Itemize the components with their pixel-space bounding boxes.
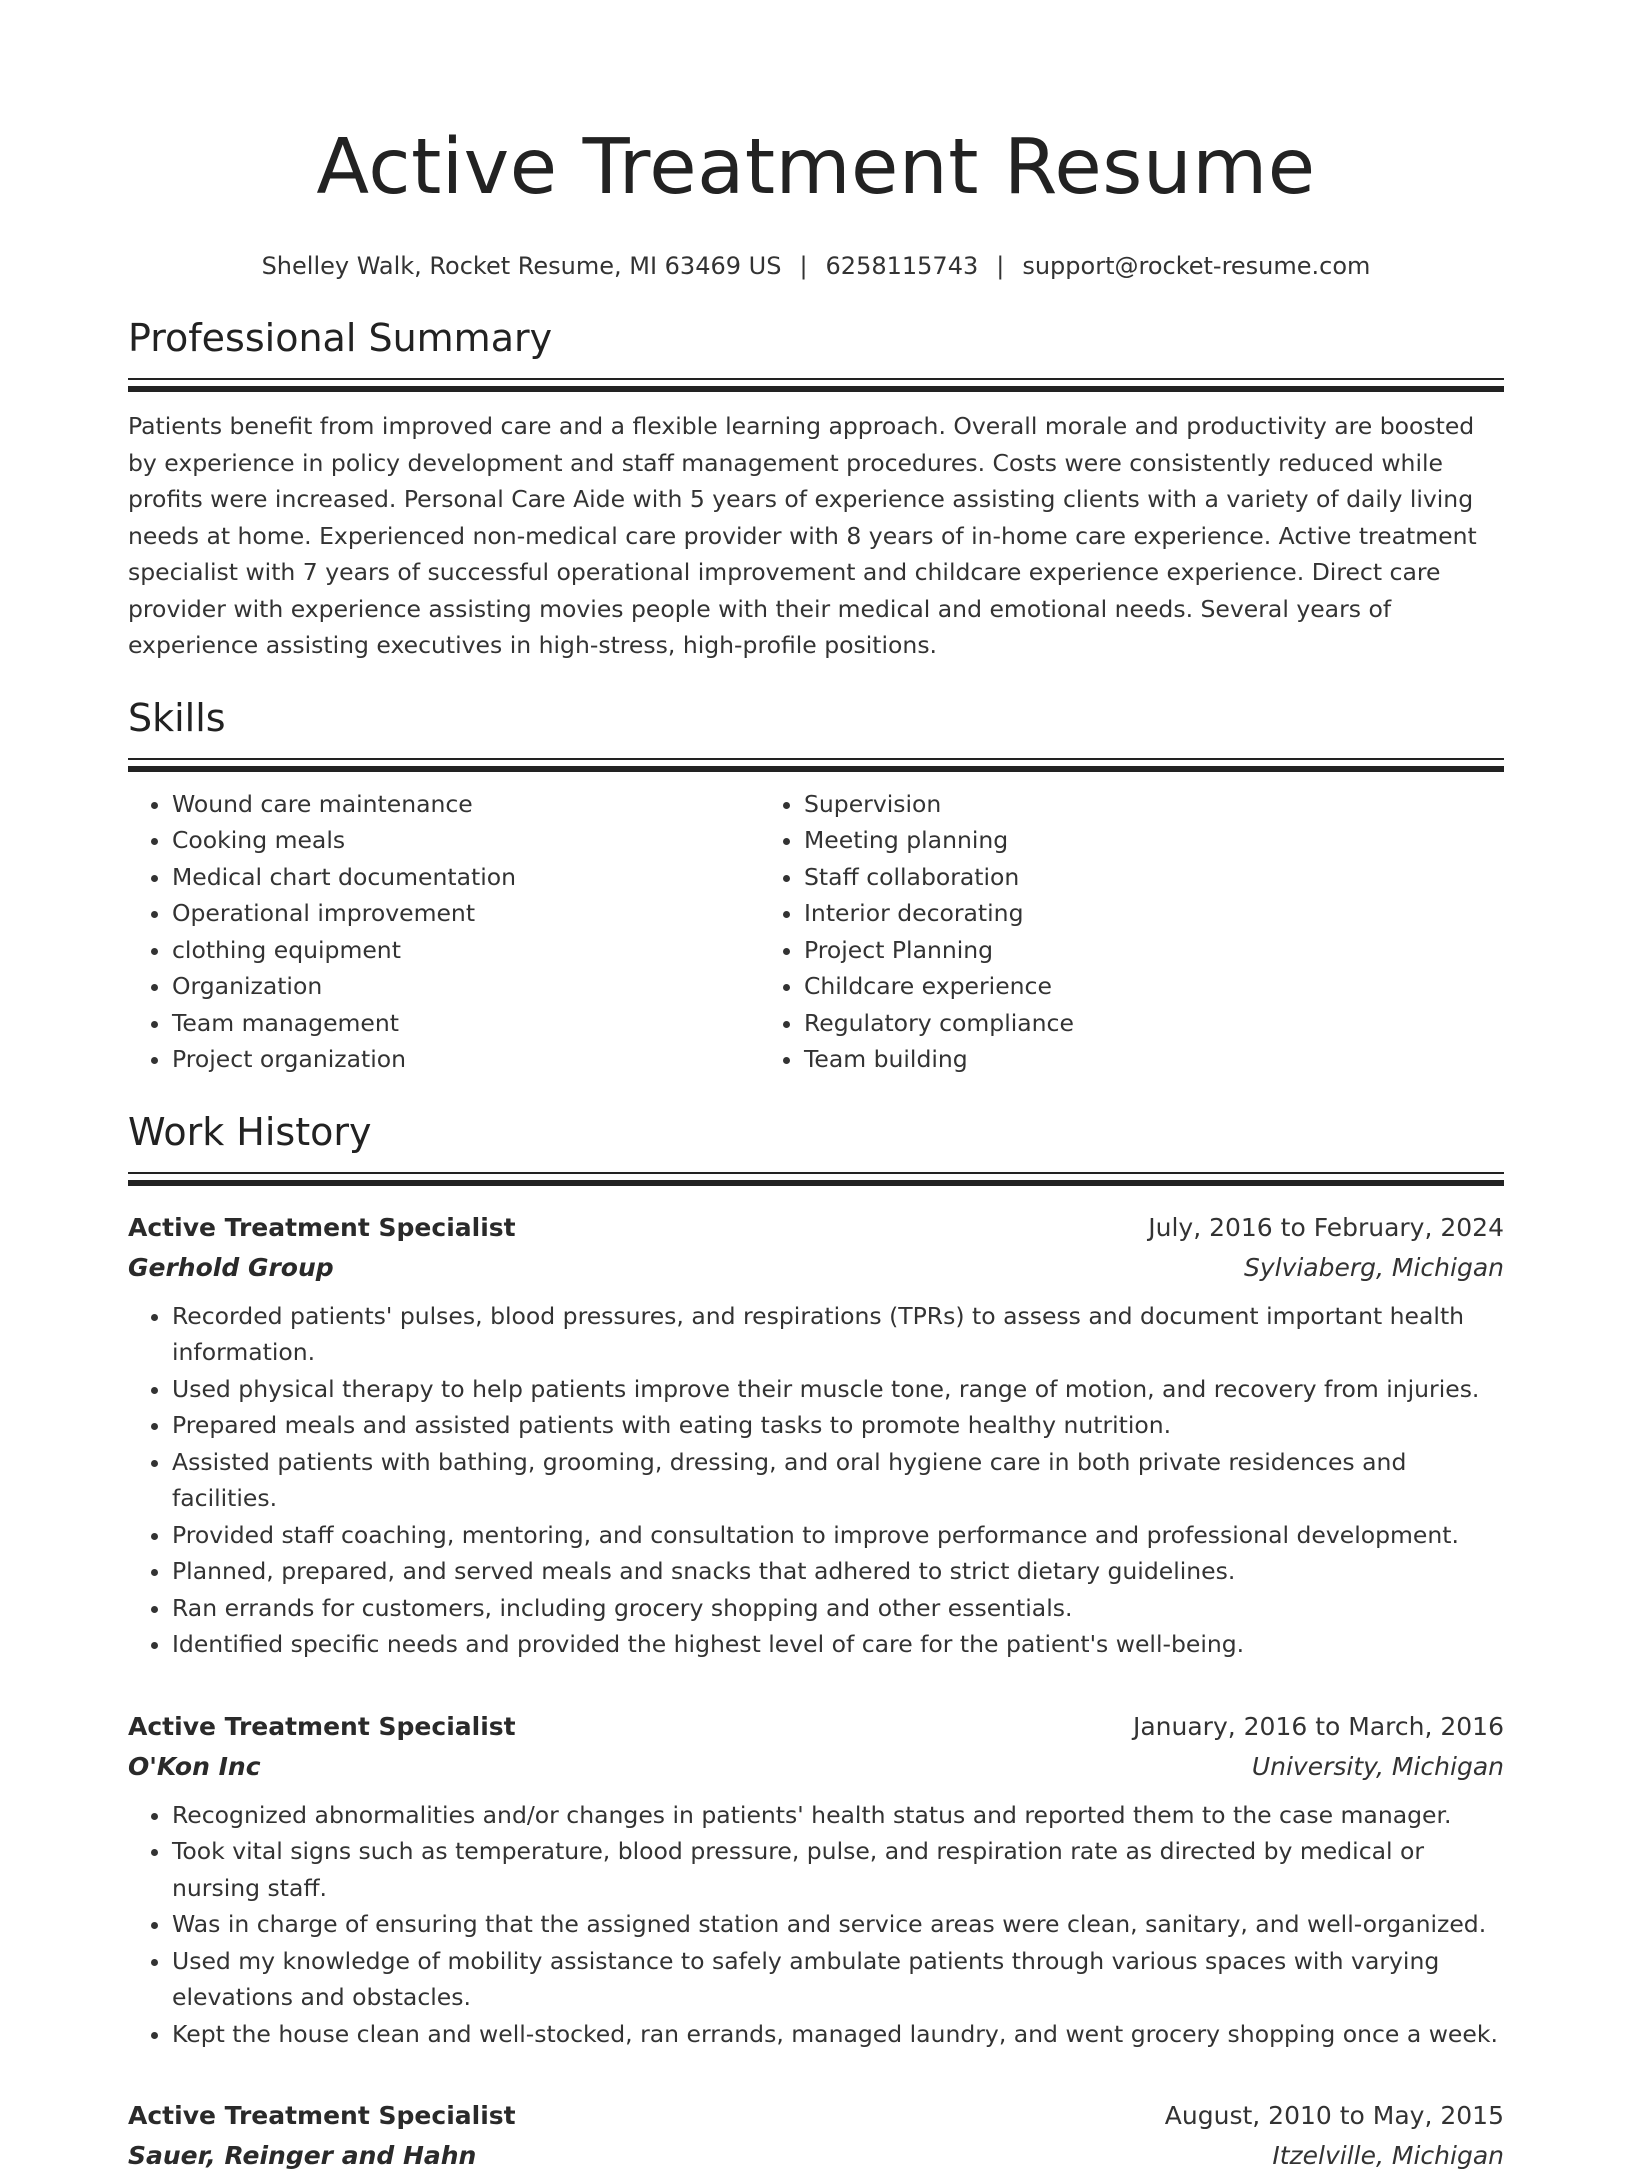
skill-item: • Cooking meals xyxy=(172,822,760,859)
work-history-heading: Work History xyxy=(128,1108,1504,1156)
job-bullet: • Prepared meals and assisted patients with eating tasks to promote healthy nutrition. xyxy=(172,1407,1504,1444)
skill-item: • Project organization xyxy=(172,1041,760,1078)
job-bullet: • Planned, prepared, and served meals and snacks that adhered to strict dietary guidelines. xyxy=(172,1553,1504,1590)
job-bullet: • Assisted patients with bathing, grooming, dressing, and oral hygiene care in both private residences and facilities. xyxy=(172,1444,1504,1517)
job-header xyxy=(128,2096,1504,2136)
job-title: Active Treatment Specialist xyxy=(128,2096,516,2136)
skill-item: • Supervision xyxy=(804,786,1504,823)
resume-title: Active Treatment Resume xyxy=(128,118,1504,218)
skill-item: • Organization xyxy=(172,968,760,1005)
job-bullet: • Recorded patients' pulses, blood pressures, and respirations (TPRs) to assess and document important health information. xyxy=(172,1298,1504,1371)
job-entry xyxy=(128,1707,1504,2053)
contact-address: Shelley Walk, Rocket Resume, MI 63469 US xyxy=(262,252,782,280)
job-bullets xyxy=(128,1298,1504,1663)
job-bullet: • Used my knowledge of mobility assistance to safely ambulate patients through various spaces with varying elevations and obstacles. xyxy=(172,1943,1504,2016)
job-bullet: • Was in charge of ensuring that the assigned station and service areas were clean, sanitary, and well-organized. xyxy=(172,1906,1504,1943)
summary-section xyxy=(128,314,1504,664)
skill-item: • Meeting planning xyxy=(804,822,1504,859)
contact-phone: 6258115743 xyxy=(826,252,979,280)
job-header xyxy=(128,1208,1504,1248)
job-entry xyxy=(128,1208,1504,1663)
skills-list-right xyxy=(760,786,1504,1078)
job-title: Active Treatment Specialist xyxy=(128,1208,516,1248)
skills-heading: Skills xyxy=(128,694,1504,742)
job-bullet: • Recognized abnormalities and/or changes in patients' health status and reported them to the case manager. xyxy=(172,1797,1504,1834)
summary-heading: Professional Summary xyxy=(128,314,1504,362)
job-bullet: • Provided staff coaching, mentoring, and consultation to improve performance and professional development. xyxy=(172,1517,1504,1554)
skill-item: • Childcare experience xyxy=(804,968,1504,1005)
job-company: O'Kon Inc xyxy=(128,1747,261,1787)
job-entry xyxy=(128,2096,1504,2176)
job-location: Sylviaberg, Michigan xyxy=(1244,1248,1504,1288)
skill-item: • Team management xyxy=(172,1005,760,1042)
contact-separator: | xyxy=(781,252,825,280)
job-location: University, Michigan xyxy=(1252,1747,1504,1787)
job-bullet: • Identified specific needs and provided the highest level of care for the patient's well-being. xyxy=(172,1626,1504,1663)
summary-text: Patients benefit from improved care and a flexible learning approach. Overall morale and productivity are boosted by experience in policy development and staff management procedures. Costs were consistently reduced while profits were increased. Personal Care Aide with 5 years of experience assisting clients with a variety of daily living needs at home. Experienced non-medical care provider with 8 years of in-home care experience. Active treatment specialist with 7 years of successful operational improvement and childcare experience experience. Direct care provider with experience assisting movies people with their medical and emotional needs. Several years of experience assisting executives in high-stress, high-profile positions. xyxy=(128,408,1504,664)
skill-item: • Operational improvement xyxy=(172,895,760,932)
skill-item: • Regulatory compliance xyxy=(804,1005,1504,1042)
skill-item: • clothing equipment xyxy=(172,932,760,969)
skills-columns xyxy=(128,786,1504,1078)
job-company: Gerhold Group xyxy=(128,1248,334,1288)
skill-item: • Staff collaboration xyxy=(804,859,1504,896)
skill-item: • Project Planning xyxy=(804,932,1504,969)
contact-separator: | xyxy=(978,252,1022,280)
job-dates: August, 2010 to May, 2015 xyxy=(1165,2096,1504,2136)
job-bullet: • Ran errands for customers, including grocery shopping and other essentials. xyxy=(172,1590,1504,1627)
job-bullets xyxy=(128,1797,1504,2053)
skills-section xyxy=(128,694,1504,1078)
job-bullet: • Took vital signs such as temperature, blood pressure, pulse, and respiration rate as directed by medical or nursing staff. xyxy=(172,1833,1504,1906)
skills-list-left xyxy=(128,786,760,1078)
skill-item: • Team building xyxy=(804,1041,1504,1078)
work-history-section xyxy=(128,1108,1504,2176)
section-divider xyxy=(128,758,1504,772)
job-title: Active Treatment Specialist xyxy=(128,1707,516,1747)
job-company: Sauer, Reinger and Hahn xyxy=(128,2136,476,2176)
job-dates: July, 2016 to February, 2024 xyxy=(1148,1208,1504,1248)
job-subheader xyxy=(128,1248,1504,1288)
job-dates: January, 2016 to March, 2016 xyxy=(1133,1707,1504,1747)
skill-item: • Medical chart documentation xyxy=(172,859,760,896)
job-header xyxy=(128,1707,1504,1747)
section-divider xyxy=(128,378,1504,392)
job-subheader xyxy=(128,2136,1504,2176)
contact-line xyxy=(128,248,1504,284)
skill-item: • Interior decorating xyxy=(804,895,1504,932)
job-bullet: • Used physical therapy to help patients improve their muscle tone, range of motion, and recovery from injuries. xyxy=(172,1371,1504,1408)
job-location: Itzelville, Michigan xyxy=(1272,2136,1504,2176)
section-divider xyxy=(128,1172,1504,1186)
job-bullet: • Kept the house clean and well-stocked, ran errands, managed laundry, and went grocery shopping once a week. xyxy=(172,2016,1504,2053)
contact-email: support@rocket-resume.com xyxy=(1022,252,1370,280)
skill-item: • Wound care maintenance xyxy=(172,786,760,823)
job-subheader xyxy=(128,1747,1504,1787)
